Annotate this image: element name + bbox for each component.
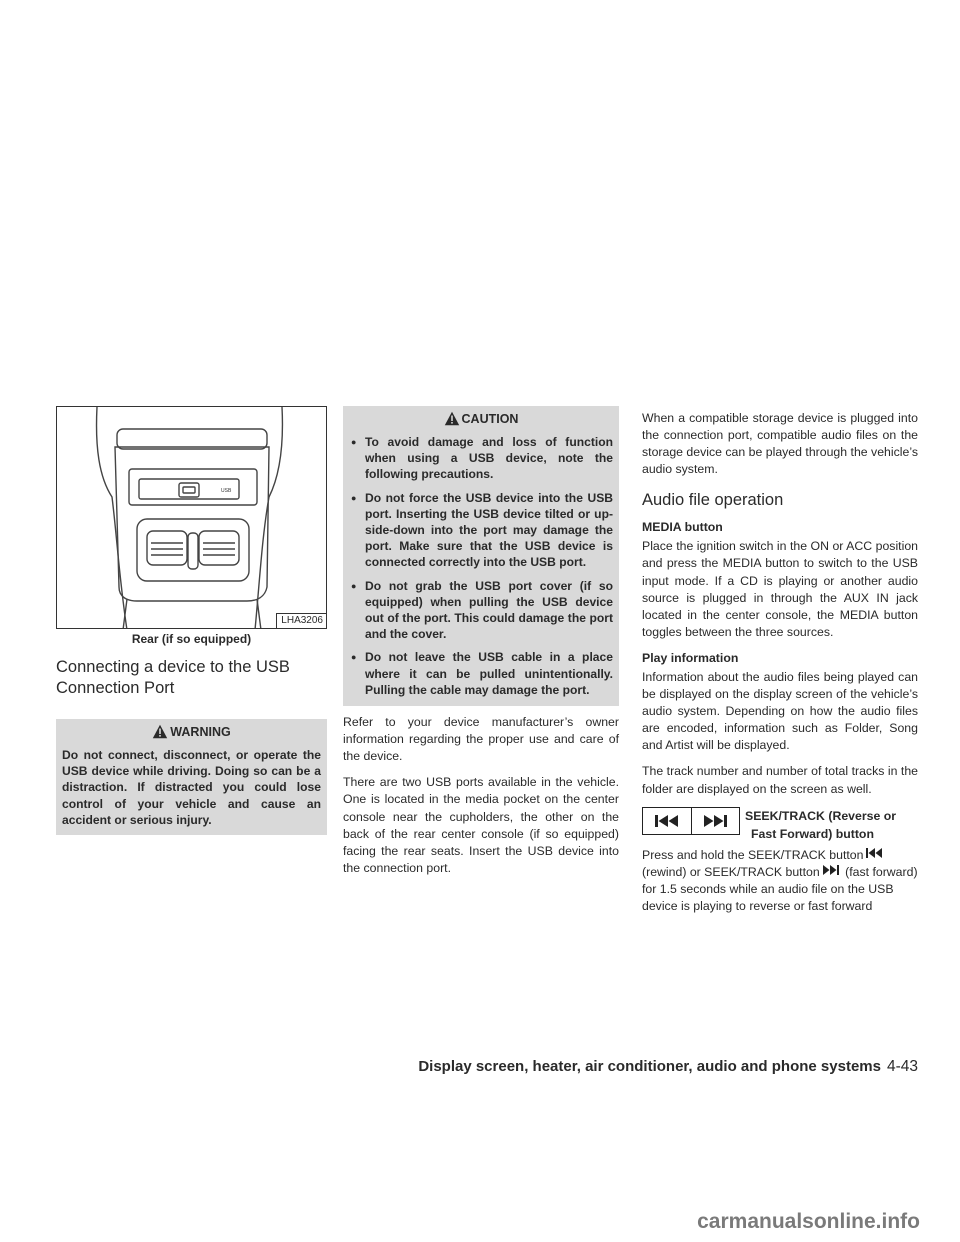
play-info-text: Information about the audio files being played can be displayed on the display screen of the vehicle’s audio system. Depending on how the audio files are encoded, information such as Folder, Song and Artist will be displayed. [642,669,918,753]
media-button-heading: MEDIA button [642,520,723,535]
media-button-text: Place the ignition switch in the ON or ACC position and press the MEDIA button to switch to the USB input mode. If a CD is playing or another audio source is plugged in through the AUX IN jack located in the center console, the MEDIA button toggles between the three sources. [642,539,918,639]
caution-item: ● Do not grab the USB port cover (if so equipped) when pulling the USB device out of the port. This could damage the port and the cover. [349,578,613,643]
caution-item: ● To avoid damage and loss of function when using a USB device, note the following precautions. [349,434,613,483]
caution-heading-text: CAUTION [461,412,519,426]
paragraph-owner-info: Refer to your device manufacturer’s owner information regarding the proper use and care of the device. [343,715,619,764]
seek-track-label [745,807,896,843]
caution-box [343,406,619,706]
skip-forward-icon [691,808,740,834]
figure-code: LHA3206 [276,613,326,628]
section-title-connecting: Connecting a device to the USB Connection Port [56,658,290,697]
seek-press-part3: (fast forward) for 1.5 seconds while an audio file on the USB device is playing to reverse or fast forward [642,864,918,913]
caution-list [349,434,613,698]
middle-column [343,406,619,886]
seek-track-row [642,807,918,843]
caution-heading [349,410,613,428]
paragraph-usb-ports: There are two USB ports available in the vehicle. One is located in the media pocket on the center console near the cupholders, the other on the back of the rear center console (if so equipped) facing the rear seats. Insert the USB device into the connection port. [343,775,619,875]
warning-triangle-icon [152,724,168,739]
page-number: 4-43 [886,1058,918,1075]
usb-port-figure [56,406,327,629]
usb-console-illustration [57,407,327,629]
right-column [642,410,918,924]
warning-heading [62,723,321,741]
caution-triangle-icon [444,411,460,426]
left-column [56,406,327,835]
usb-label: USB [221,488,232,494]
seek-press-text [642,847,918,915]
watermark: carmanualsonline.info [697,1210,920,1233]
skip-back-inline-icon [866,848,882,858]
section-title-audio-file: Audio file operation [642,491,784,510]
skip-back-icon [643,808,691,834]
seek-label-line1: SEEK/TRACK (Reverse or [745,808,897,823]
warning-heading-text: WARNING [170,725,231,739]
warning-text: Do not connect, disconnect, or operate the USB device while driving. Doing so can be a distraction. If distracted you could lose control of your vehicle and cause an accident or serious injury. [62,748,321,827]
warning-box [56,719,327,835]
seek-press-part1: Press and hold the SEEK/TRACK button [642,847,864,862]
skip-forward-inline-icon [823,865,839,875]
caution-item: ● Do not leave the USB cable in a place where it can be pulled unintentionally. Pulling the cable may damage the port. [349,649,613,698]
page-footer [0,1058,918,1076]
track-number-text: The track number and number of total tracks in the folder are displayed on the screen as well. [642,764,918,796]
seek-label-line2: Fast Forward) button [751,826,874,841]
play-info-heading: Play information [642,650,739,665]
seek-track-buttons [642,807,740,835]
caution-item: ● Do not force the USB device into the USB port. Inserting the USB device tilted or up-side-down into the port may damage the port. Make sure that the USB device is connected correctly into the USB port. [349,490,613,571]
paragraph-compatible-device: When a compatible storage device is plugged into the connection port, compatible audio files on the storage device can be played through the vehicle’s audio system. [642,411,918,477]
footer-section-title: Display screen, heater, air conditioner, audio and phone systems [418,1058,881,1075]
figure-caption: Rear (if so equipped) [131,632,252,646]
seek-press-part2: (rewind) or SEEK/TRACK button [642,864,820,879]
